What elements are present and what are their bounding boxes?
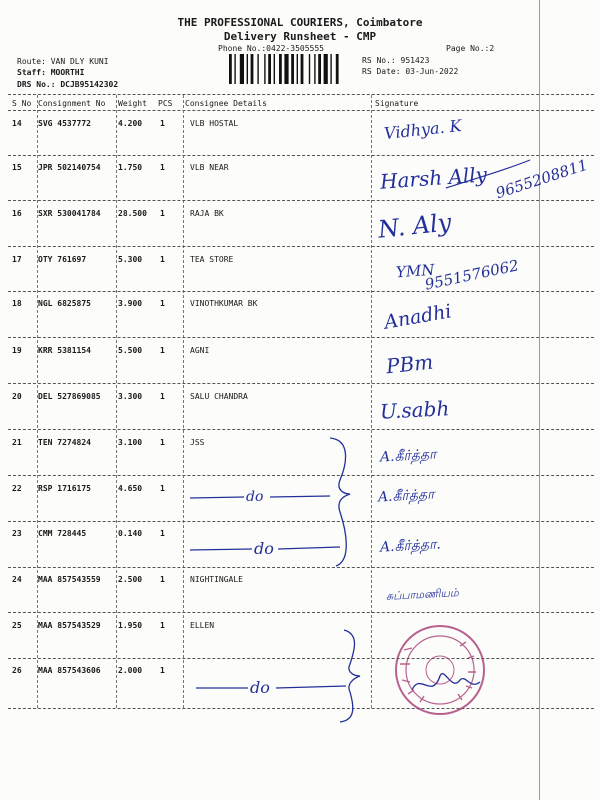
- cell-consignee: VLB HOSTAL: [190, 119, 239, 128]
- cell-consignment: KRR 5381154: [38, 346, 91, 355]
- cell-sno: 18: [12, 299, 22, 308]
- signature-24: சுப்பாமணியம்: [385, 586, 460, 603]
- cell-weight: 1.750: [118, 163, 143, 172]
- cell-consignment: TEN 7274824: [38, 438, 91, 447]
- cell-weight: 2.500: [118, 575, 143, 584]
- cell-pcs: 1: [160, 484, 165, 493]
- cell-sno: 26: [12, 666, 22, 675]
- cell-consignment: MAA 857543529: [38, 621, 101, 630]
- ditto-22: do: [246, 489, 264, 505]
- drs-number: DRS No.: DCJB95142302: [17, 80, 119, 89]
- signature-21: A.கீர்த்தா: [379, 446, 437, 466]
- signature-18: Anadhi: [382, 300, 454, 334]
- cell-sno: 23: [12, 529, 22, 538]
- cell-consignment: MAA 857543559: [38, 575, 101, 584]
- col-header-consignment: Consignment No: [38, 99, 106, 108]
- ditto-line-26: [196, 686, 346, 688]
- document-title: Delivery Runsheet - CMP: [223, 30, 377, 43]
- cell-consignment: OTY 761697: [38, 255, 87, 264]
- cell-sno: 25: [12, 621, 22, 630]
- cell-sno: 22: [12, 484, 22, 493]
- cell-pcs: 1: [160, 346, 165, 355]
- signature-17: YMN: [395, 260, 435, 282]
- cell-consignee: ELLEN: [190, 621, 215, 630]
- cell-sno: 17: [12, 255, 22, 264]
- rs-number: RS No.: 951423: [362, 56, 430, 65]
- cell-consignee: NIGHTINGALE: [190, 575, 243, 584]
- cell-weight: 28.500: [118, 209, 147, 218]
- cell-consignment: DEL 527869085: [38, 392, 101, 401]
- col-header-signature: Signature: [375, 99, 419, 108]
- cell-weight: 1.950: [118, 621, 143, 630]
- col-header-weight: Weight: [118, 99, 147, 108]
- cell-pcs: 1: [160, 299, 165, 308]
- signature-14: Vidhya. K: [383, 115, 463, 144]
- cell-pcs: 1: [160, 392, 165, 401]
- phone-number: Phone No.:0422-3505555: [218, 44, 324, 53]
- cell-pcs: 1: [160, 255, 165, 264]
- page-number: Page No.:2: [446, 44, 495, 53]
- cell-weight: 5.300: [118, 255, 143, 264]
- cell-sno: 16: [12, 209, 22, 218]
- col-header-sno: S No: [12, 99, 32, 108]
- cell-consignment: SXR 530041784: [38, 209, 101, 218]
- ditto-line-23: [190, 547, 340, 550]
- cell-weight: 4.650: [118, 484, 143, 493]
- cell-consignee: SALU CHANDRA: [190, 392, 248, 401]
- staff: Staff: MOORTHI: [17, 68, 85, 77]
- cell-consignee: RAJA BK: [190, 209, 224, 218]
- cell-pcs: 1: [160, 119, 165, 128]
- cell-pcs: 1: [160, 529, 165, 538]
- cell-pcs: 1: [160, 163, 165, 172]
- cell-pcs: 1: [160, 575, 165, 584]
- cell-pcs: 1: [160, 438, 165, 447]
- cell-consignee: TEA STORE: [190, 255, 234, 264]
- cell-weight: 5.500: [118, 346, 143, 355]
- ditto-26: do: [250, 678, 270, 697]
- cell-consignee: AGNI: [190, 346, 210, 355]
- signature-flourish: [446, 160, 530, 188]
- cell-consignee: VLB NEAR: [190, 163, 229, 172]
- cell-sno: 21: [12, 438, 22, 447]
- cell-weight: 3.300: [118, 392, 143, 401]
- cell-consignment: CMM 728445: [38, 529, 87, 538]
- signature-15: Harsh Ally: [379, 162, 488, 194]
- signature-20: U.sabh: [379, 396, 450, 424]
- cell-sno: 15: [12, 163, 22, 172]
- route: Route: VAN DLY KUNI: [17, 57, 109, 66]
- cell-consignment: NGL 6825875: [38, 299, 91, 308]
- cell-pcs: 1: [160, 209, 165, 218]
- cell-weight: 2.000: [118, 666, 143, 675]
- ditto-23: do: [254, 539, 274, 558]
- ditto-line-22: [190, 496, 330, 498]
- cell-consignee: JSS: [190, 438, 205, 447]
- cell-consignment: SVG 4537772: [38, 119, 91, 128]
- brace-icon: [340, 630, 360, 722]
- signature-19: PBm: [384, 349, 435, 379]
- signature-23: A.கீர்த்தா.: [379, 536, 442, 556]
- stamp-seal-icon: [396, 626, 484, 714]
- cell-sno: 24: [12, 575, 22, 584]
- cell-consignment: JPR 502140754: [38, 163, 101, 172]
- phone-15: 9655208811: [493, 155, 590, 203]
- cell-weight: 3.100: [118, 438, 143, 447]
- signature-16: N. Aly: [376, 208, 453, 244]
- cell-pcs: 1: [160, 621, 165, 630]
- cell-sno: 20: [12, 392, 22, 401]
- cell-weight: 4.200: [118, 119, 143, 128]
- cell-consignment: MAA 857543606: [38, 666, 101, 675]
- col-header-consignee: Consignee Details: [185, 99, 267, 108]
- company-name: THE PROFESSIONAL COURIERS, Coimbatore: [177, 16, 423, 29]
- col-header-pcs: PCS: [158, 99, 173, 108]
- signature-22: A.கீர்த்தா: [377, 486, 435, 506]
- cell-pcs: 1: [160, 666, 165, 675]
- cell-consignee: VINOTHKUMAR BK: [190, 299, 258, 308]
- cell-sno: 19: [12, 346, 22, 355]
- cell-consignment: RSP 1716175: [38, 484, 91, 493]
- rs-date: RS Date: 03-Jun-2022: [362, 67, 459, 76]
- cell-sno: 14: [12, 119, 22, 128]
- phone-17: 9551576062: [423, 256, 521, 294]
- cell-weight: 0.140: [118, 529, 143, 538]
- cell-weight: 3.900: [118, 299, 143, 308]
